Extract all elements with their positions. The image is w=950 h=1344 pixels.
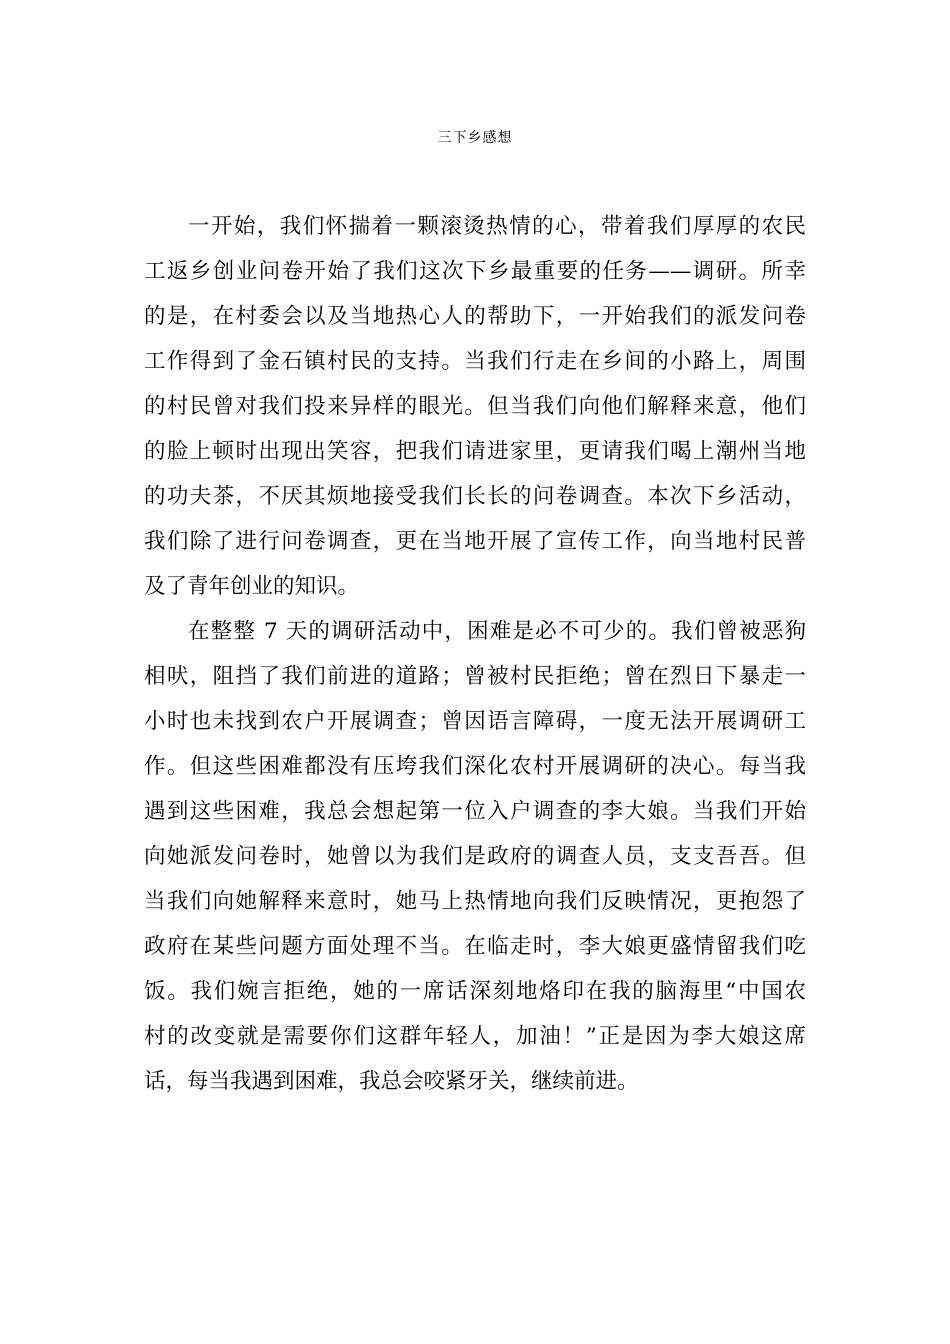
text-line: 工返乡创业问卷开始了我们这次下乡最重要的任务——调研。所幸 (144, 259, 806, 284)
text-line: 工作得到了金石镇村民的支持。当我们行走在乡间的小路上，周围 (144, 349, 806, 374)
text-line: 的脸上顿时出现出笑容，把我们请进家里，更请我们喝上潮州当地 (144, 439, 806, 464)
text-line: 当我们向她解释来意时，她马上热情地向我们反映情况，更抱怨了 (144, 889, 806, 914)
paragraph (144, 609, 806, 1104)
text-line: 的村民曾对我们投来异样的眼光。但当我们向他们解释来意，他们 (144, 394, 806, 419)
text-line: 我们除了进行问卷调查，更在当地开展了宣传工作，向当地村民普 (144, 529, 806, 554)
text-line: 相吠，阻挡了我们前进的道路；曾被村民拒绝；曾在烈日下暴走一 (144, 664, 806, 689)
text-line: 的功夫茶，不厌其烦地接受我们长长的问卷调查。本次下乡活动， (144, 484, 806, 509)
text-line: 一开始，我们怀揣着一颗滚烫热情的心，带着我们厚厚的农民 (188, 214, 806, 239)
text-line: 及了青年创业的知识。 (144, 574, 360, 599)
text-line: 村的改变就是需要你们这群年轻人，加油！”正是因为李大娘这席 (144, 1024, 806, 1049)
text-line: 的是，在村委会以及当地热心人的帮助下，一开始我们的派发问卷 (144, 304, 806, 329)
paragraph (144, 204, 806, 609)
document-title: 三下乡感想 (437, 130, 513, 146)
text-line: 在整整 7 天的调研活动中，困难是必不可少的。我们曾被恶狗 (188, 619, 806, 644)
text-line: 遇到这些困难，我总会想起第一位入户调查的李大娘。当我们开始 (144, 799, 806, 824)
text-line: 政府在某些问题方面处理不当。在临走时，李大娘更盛情留我们吃 (144, 934, 806, 959)
document-body (144, 204, 806, 1104)
text-line: 小时也未找到农户开展调查；曾因语言障碍，一度无法开展调研工 (144, 709, 806, 734)
text-line: 向她派发问卷时，她曾以为我们是政府的调查人员，支支吾吾。但 (144, 844, 806, 869)
text-line: 话，每当我遇到困难，我总会咬紧牙关，继续前进。 (144, 1069, 639, 1094)
text-line: 作。但这些困难都没有压垮我们深化农村开展调研的决心。每当我 (144, 754, 806, 779)
text-line: 饭。我们婉言拒绝，她的一席话深刻地烙印在我的脑海里“中国农 (144, 979, 806, 1004)
